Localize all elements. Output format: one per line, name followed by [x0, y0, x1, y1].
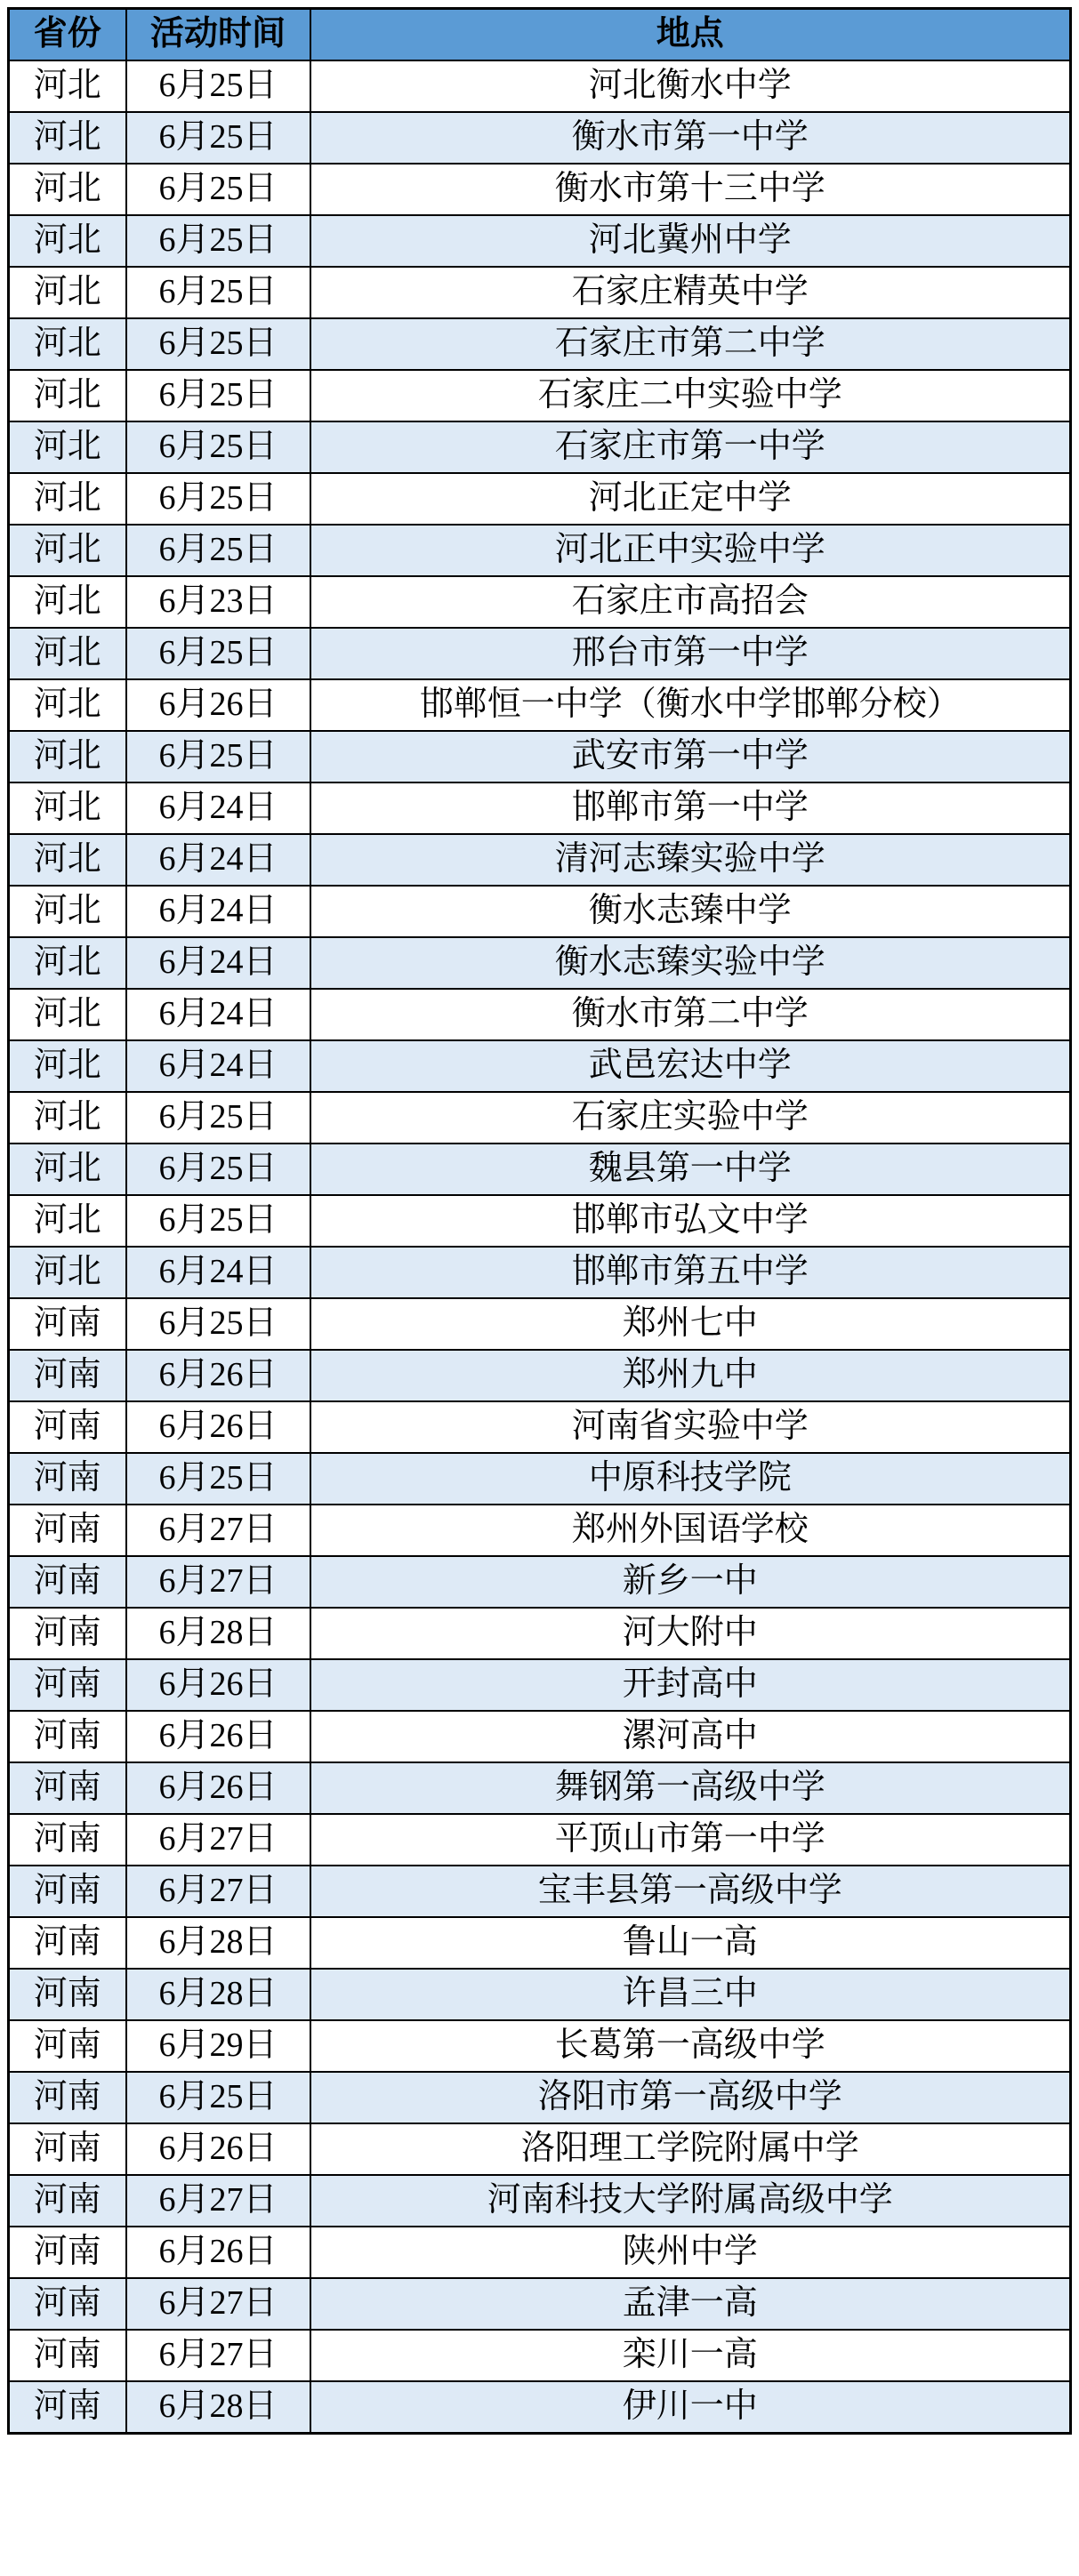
- province-cell: 河北: [9, 886, 126, 937]
- location-cell: 河北正中实验中学: [310, 525, 1071, 576]
- province-cell: 河南: [9, 1969, 126, 2020]
- province-cell: 河南: [9, 1866, 126, 1917]
- location-cell: 鲁山一高: [310, 1917, 1071, 1969]
- location-cell: 郑州七中: [310, 1298, 1071, 1350]
- table-header: [9, 9, 1071, 61]
- date-cell: 6月25日: [126, 164, 310, 215]
- table-row: [9, 2020, 1071, 2072]
- table-row: [9, 318, 1071, 370]
- table-row: [9, 1917, 1071, 1969]
- table-row: [9, 1814, 1071, 1866]
- location-cell: 孟津一高: [310, 2278, 1071, 2330]
- location-cell: 石家庄精英中学: [310, 267, 1071, 318]
- location-cell: 邯郸恒一中学（衡水中学邯郸分校）: [310, 679, 1071, 731]
- date-cell: 6月25日: [126, 267, 310, 318]
- date-cell: 6月26日: [126, 1350, 310, 1401]
- location-cell: 平顶山市第一中学: [310, 1814, 1071, 1866]
- province-cell: 河北: [9, 1247, 126, 1298]
- table-body: [9, 60, 1071, 2434]
- location-cell: 衡水志臻实验中学: [310, 937, 1071, 989]
- header-date: 活动时间: [126, 9, 310, 61]
- date-cell: 6月26日: [126, 1711, 310, 1762]
- date-cell: 6月27日: [126, 1556, 310, 1608]
- date-cell: 6月24日: [126, 886, 310, 937]
- province-cell: 河南: [9, 2278, 126, 2330]
- province-cell: 河南: [9, 1814, 126, 1866]
- table-row: [9, 886, 1071, 937]
- date-cell: 6月26日: [126, 1762, 310, 1814]
- province-cell: 河南: [9, 2175, 126, 2227]
- location-cell: 邢台市第一中学: [310, 628, 1071, 679]
- table-row: [9, 60, 1071, 112]
- location-cell: 开封高中: [310, 1659, 1071, 1711]
- date-cell: 6月25日: [126, 421, 310, 473]
- table-row: [9, 1040, 1071, 1092]
- location-cell: 新乡一中: [310, 1556, 1071, 1608]
- province-cell: 河北: [9, 1092, 126, 1144]
- location-cell: 郑州外国语学校: [310, 1505, 1071, 1556]
- table-row: [9, 370, 1071, 421]
- location-cell: 河北冀州中学: [310, 215, 1071, 267]
- table-row: [9, 421, 1071, 473]
- province-cell: 河南: [9, 1298, 126, 1350]
- date-cell: 6月28日: [126, 2381, 310, 2434]
- province-cell: 河北: [9, 421, 126, 473]
- province-cell: 河南: [9, 2330, 126, 2381]
- location-cell: 衡水市第二中学: [310, 989, 1071, 1040]
- location-cell: 河北衡水中学: [310, 60, 1071, 112]
- province-cell: 河北: [9, 989, 126, 1040]
- date-cell: 6月26日: [126, 2123, 310, 2175]
- location-cell: 衡水市第一中学: [310, 112, 1071, 164]
- province-cell: 河北: [9, 782, 126, 834]
- date-cell: 6月25日: [126, 731, 310, 782]
- location-cell: 宝丰县第一高级中学: [310, 1866, 1071, 1917]
- province-cell: 河南: [9, 1762, 126, 1814]
- province-cell: 河南: [9, 1917, 126, 1969]
- location-cell: 伊川一中: [310, 2381, 1071, 2434]
- location-cell: 衡水志臻中学: [310, 886, 1071, 937]
- province-cell: 河北: [9, 215, 126, 267]
- location-cell: 洛阳理工学院附属中学: [310, 2123, 1071, 2175]
- date-cell: 6月25日: [126, 2072, 310, 2123]
- province-cell: 河北: [9, 60, 126, 112]
- table-row: [9, 576, 1071, 628]
- province-cell: 河南: [9, 1453, 126, 1505]
- table-row: [9, 525, 1071, 576]
- date-cell: 6月26日: [126, 1659, 310, 1711]
- date-cell: 6月26日: [126, 679, 310, 731]
- table-row: [9, 1401, 1071, 1453]
- location-cell: 武安市第一中学: [310, 731, 1071, 782]
- province-cell: 河南: [9, 2123, 126, 2175]
- header-location: 地点: [310, 9, 1071, 61]
- date-cell: 6月25日: [126, 318, 310, 370]
- location-cell: 河大附中: [310, 1608, 1071, 1659]
- location-cell: 长葛第一高级中学: [310, 2020, 1071, 2072]
- table-row: [9, 164, 1071, 215]
- province-cell: 河北: [9, 937, 126, 989]
- location-cell: 陕州中学: [310, 2227, 1071, 2278]
- date-cell: 6月25日: [126, 215, 310, 267]
- date-cell: 6月27日: [126, 2278, 310, 2330]
- schedule-table-wrap: [7, 7, 1072, 2435]
- table-row: [9, 782, 1071, 834]
- location-cell: 石家庄市第二中学: [310, 318, 1071, 370]
- province-cell: 河北: [9, 628, 126, 679]
- location-cell: 石家庄实验中学: [310, 1092, 1071, 1144]
- province-cell: 河北: [9, 164, 126, 215]
- table-row: [9, 989, 1071, 1040]
- location-cell: 许昌三中: [310, 1969, 1071, 2020]
- location-cell: 中原科技学院: [310, 1453, 1071, 1505]
- table-row: [9, 473, 1071, 525]
- province-cell: 河北: [9, 731, 126, 782]
- table-row: [9, 1556, 1071, 1608]
- table-row: [9, 1298, 1071, 1350]
- date-cell: 6月27日: [126, 1866, 310, 1917]
- date-cell: 6月25日: [126, 370, 310, 421]
- date-cell: 6月27日: [126, 1814, 310, 1866]
- location-cell: 洛阳市第一高级中学: [310, 2072, 1071, 2123]
- province-cell: 河北: [9, 525, 126, 576]
- date-cell: 6月27日: [126, 2330, 310, 2381]
- date-cell: 6月25日: [126, 112, 310, 164]
- table-row: [9, 1969, 1071, 2020]
- table-row: [9, 1144, 1071, 1195]
- date-cell: 6月26日: [126, 2227, 310, 2278]
- location-cell: 舞钢第一高级中学: [310, 1762, 1071, 1814]
- location-cell: 河南科技大学附属高级中学: [310, 2175, 1071, 2227]
- location-cell: 河南省实验中学: [310, 1401, 1071, 1453]
- location-cell: 邯郸市第五中学: [310, 1247, 1071, 1298]
- location-cell: 石家庄市第一中学: [310, 421, 1071, 473]
- date-cell: 6月25日: [126, 60, 310, 112]
- date-cell: 6月23日: [126, 576, 310, 628]
- date-cell: 6月24日: [126, 782, 310, 834]
- table-row: [9, 1247, 1071, 1298]
- table-row: [9, 1195, 1071, 1247]
- header-province: 省份: [9, 9, 126, 61]
- date-cell: 6月24日: [126, 1040, 310, 1092]
- date-cell: 6月25日: [126, 473, 310, 525]
- table-row: [9, 1092, 1071, 1144]
- date-cell: 6月24日: [126, 937, 310, 989]
- header-row: [9, 9, 1071, 61]
- table-row: [9, 731, 1071, 782]
- table-row: [9, 1608, 1071, 1659]
- province-cell: 河北: [9, 679, 126, 731]
- province-cell: 河北: [9, 267, 126, 318]
- table-row: [9, 2227, 1071, 2278]
- province-cell: 河北: [9, 1144, 126, 1195]
- location-cell: 石家庄市高招会: [310, 576, 1071, 628]
- location-cell: 河北正定中学: [310, 473, 1071, 525]
- province-cell: 河北: [9, 318, 126, 370]
- date-cell: 6月24日: [126, 1247, 310, 1298]
- table-row: [9, 937, 1071, 989]
- date-cell: 6月25日: [126, 525, 310, 576]
- province-cell: 河北: [9, 112, 126, 164]
- date-cell: 6月24日: [126, 834, 310, 886]
- table-row: [9, 679, 1071, 731]
- location-cell: 石家庄二中实验中学: [310, 370, 1071, 421]
- table-row: [9, 1762, 1071, 1814]
- table-row: [9, 1866, 1071, 1917]
- table-row: [9, 628, 1071, 679]
- date-cell: 6月28日: [126, 1917, 310, 1969]
- table-row: [9, 2175, 1071, 2227]
- date-cell: 6月25日: [126, 1453, 310, 1505]
- province-cell: 河北: [9, 576, 126, 628]
- province-cell: 河南: [9, 1350, 126, 1401]
- table-row: [9, 1350, 1071, 1401]
- table-row: [9, 834, 1071, 886]
- province-cell: 河北: [9, 834, 126, 886]
- table-row: [9, 2123, 1071, 2175]
- location-cell: 清河志臻实验中学: [310, 834, 1071, 886]
- date-cell: 6月28日: [126, 1608, 310, 1659]
- date-cell: 6月26日: [126, 1401, 310, 1453]
- province-cell: 河南: [9, 1505, 126, 1556]
- table-row: [9, 215, 1071, 267]
- date-cell: 6月24日: [126, 989, 310, 1040]
- table-row: [9, 2330, 1071, 2381]
- date-cell: 6月25日: [126, 628, 310, 679]
- province-cell: 河北: [9, 370, 126, 421]
- location-cell: 郑州九中: [310, 1350, 1071, 1401]
- province-cell: 河北: [9, 1195, 126, 1247]
- province-cell: 河南: [9, 1401, 126, 1453]
- table-row: [9, 2072, 1071, 2123]
- province-cell: 河北: [9, 1040, 126, 1092]
- province-cell: 河南: [9, 1556, 126, 1608]
- province-cell: 河南: [9, 1711, 126, 1762]
- date-cell: 6月25日: [126, 1195, 310, 1247]
- location-cell: 魏县第一中学: [310, 1144, 1071, 1195]
- location-cell: 邯郸市弘文中学: [310, 1195, 1071, 1247]
- date-cell: 6月27日: [126, 1505, 310, 1556]
- table-row: [9, 1453, 1071, 1505]
- table-row: [9, 1711, 1071, 1762]
- table-row: [9, 2381, 1071, 2434]
- province-cell: 河北: [9, 473, 126, 525]
- date-cell: 6月29日: [126, 2020, 310, 2072]
- date-cell: 6月25日: [126, 1298, 310, 1350]
- date-cell: 6月28日: [126, 1969, 310, 2020]
- province-cell: 河南: [9, 1608, 126, 1659]
- table-row: [9, 1505, 1071, 1556]
- province-cell: 河南: [9, 2020, 126, 2072]
- table-row: [9, 2278, 1071, 2330]
- province-cell: 河南: [9, 2381, 126, 2434]
- table-row: [9, 112, 1071, 164]
- location-cell: 邯郸市第一中学: [310, 782, 1071, 834]
- location-cell: 栾川一高: [310, 2330, 1071, 2381]
- date-cell: 6月27日: [126, 2175, 310, 2227]
- date-cell: 6月25日: [126, 1092, 310, 1144]
- location-cell: 衡水市第十三中学: [310, 164, 1071, 215]
- schedule-table: [7, 7, 1072, 2435]
- table-row: [9, 1659, 1071, 1711]
- location-cell: 漯河高中: [310, 1711, 1071, 1762]
- province-cell: 河南: [9, 2072, 126, 2123]
- table-row: [9, 267, 1071, 318]
- province-cell: 河南: [9, 1659, 126, 1711]
- date-cell: 6月25日: [126, 1144, 310, 1195]
- province-cell: 河南: [9, 2227, 126, 2278]
- location-cell: 武邑宏达中学: [310, 1040, 1071, 1092]
